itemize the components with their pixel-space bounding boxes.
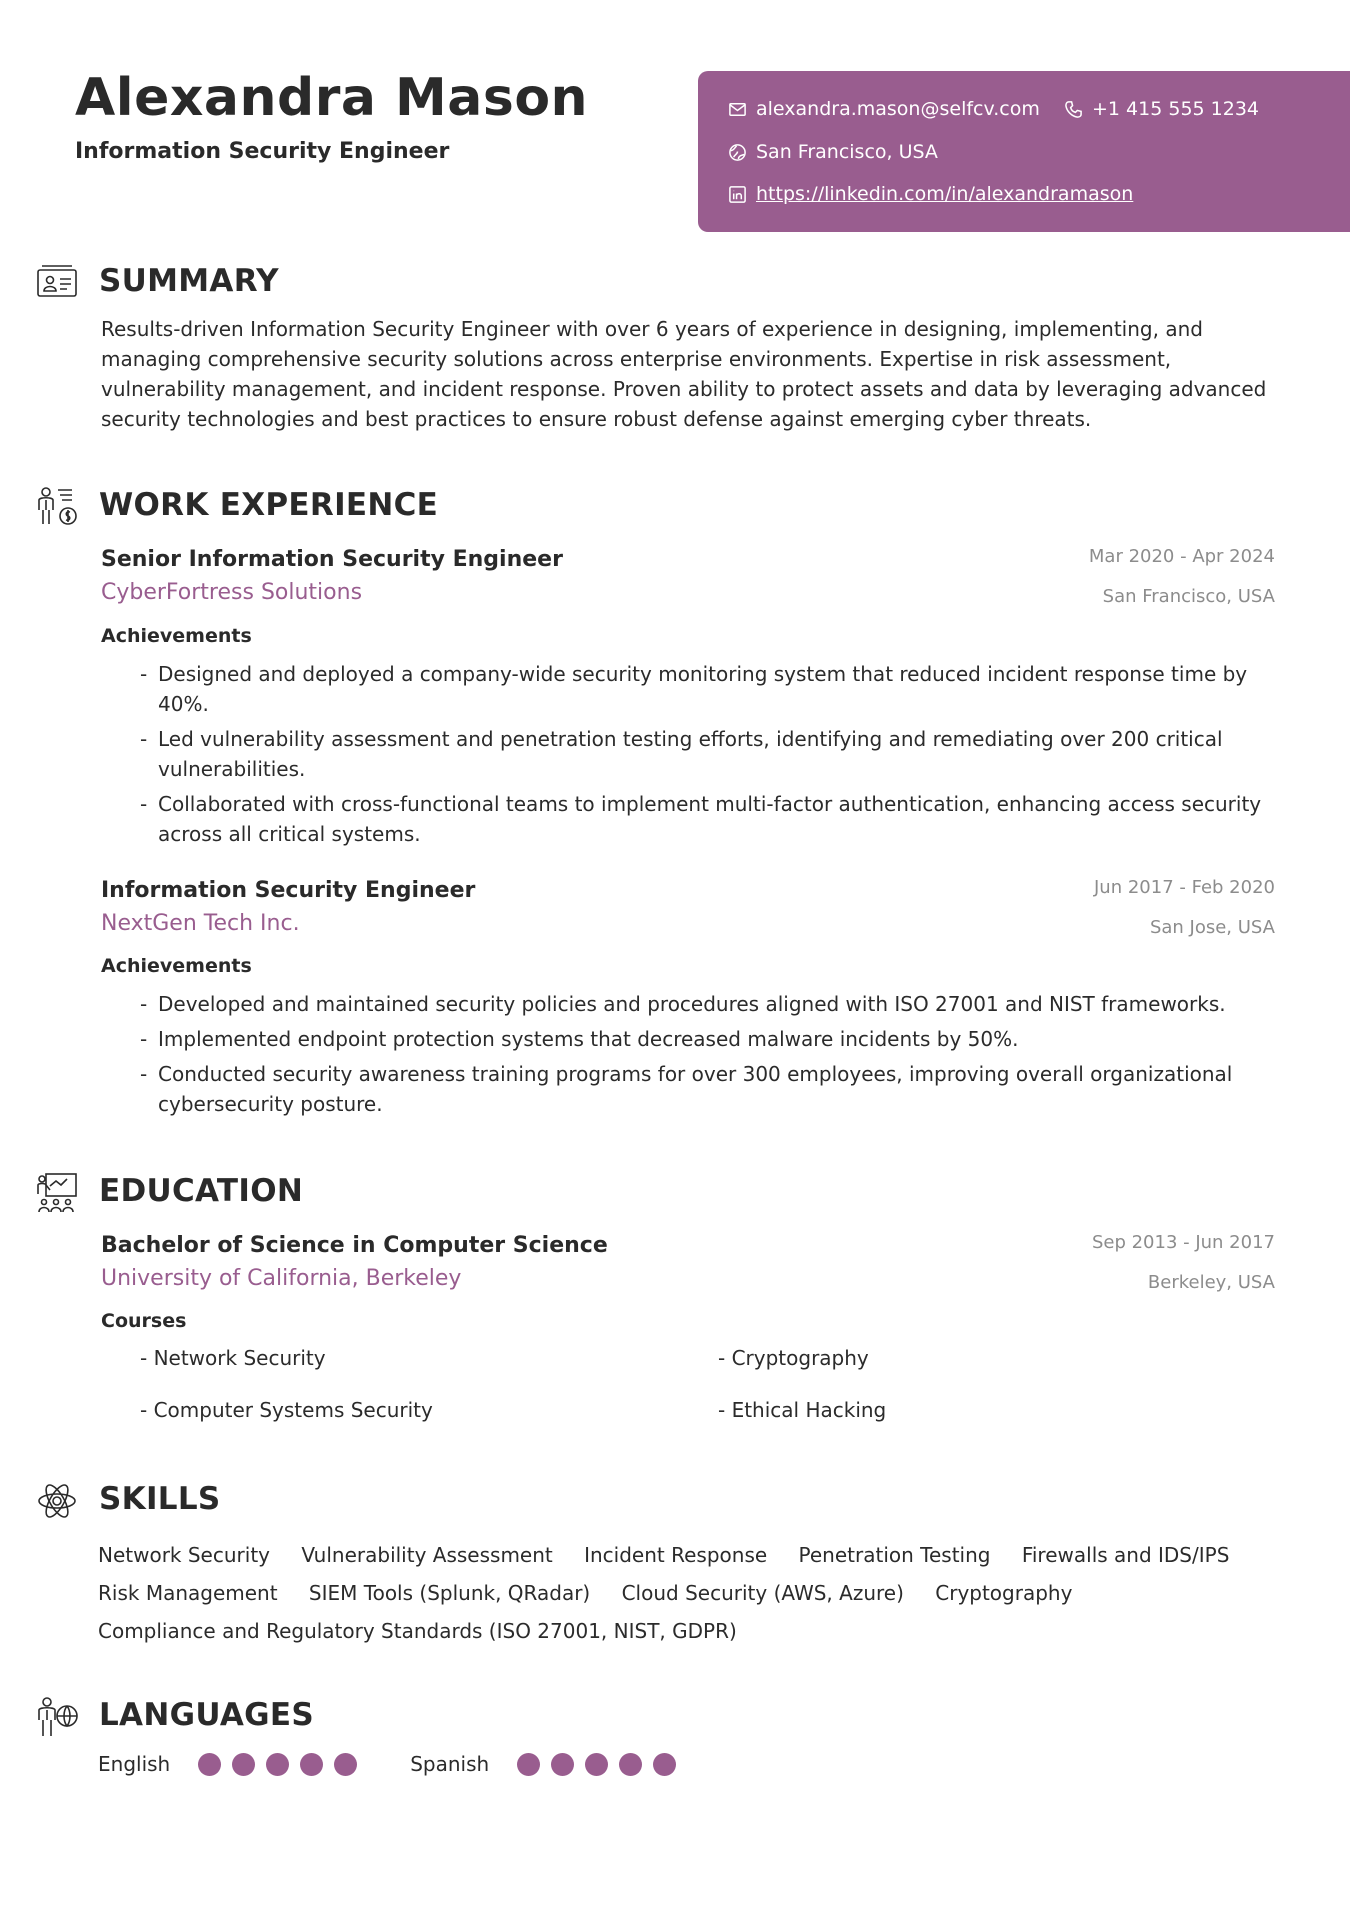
education-location: Berkeley, USA bbox=[1147, 1272, 1275, 1293]
achievement-item: - Conducted security awareness training programs for over 300 employees, improving overall organizational cybersecurity posture. bbox=[140, 1059, 1275, 1119]
education-dates: Sep 2013 - Jun 2017 bbox=[1091, 1232, 1275, 1253]
language-level-dot bbox=[585, 1753, 608, 1776]
languages-heading: LANGUAGES bbox=[99, 1697, 314, 1733]
education-heading: EDUCATION bbox=[99, 1173, 304, 1209]
language-level-dot bbox=[300, 1753, 323, 1776]
contact-panel bbox=[698, 71, 1350, 232]
job-title: Information Security Engineer bbox=[101, 878, 476, 903]
contact-location bbox=[728, 141, 938, 163]
contact-email-text: alexandra.mason@selfcv.com bbox=[756, 98, 1040, 120]
skill-item: Cloud Security (AWS, Azure) bbox=[621, 1581, 904, 1605]
contact-phone[interactable] bbox=[1064, 98, 1259, 120]
achievement-item: - Led vulnerability assessment and penetration testing efforts, identifying and remediating over 200 critical vulnerabilities. bbox=[140, 724, 1275, 784]
language-level-dot bbox=[653, 1753, 676, 1776]
course-item: - Cryptography bbox=[718, 1346, 869, 1370]
course-item: - Ethical Hacking bbox=[718, 1398, 887, 1422]
job-dates: Mar 2020 - Apr 2024 bbox=[1088, 546, 1275, 567]
degree-title: Bachelor of Science in Computer Science bbox=[101, 1233, 608, 1258]
language-level-dot bbox=[517, 1753, 540, 1776]
envelope-icon bbox=[728, 100, 747, 119]
language-level-dot bbox=[198, 1753, 221, 1776]
language-level-dot bbox=[232, 1753, 255, 1776]
linkedin-icon bbox=[728, 185, 747, 204]
job-company: NextGen Tech Inc. bbox=[101, 911, 300, 936]
language-level-dot bbox=[619, 1753, 642, 1776]
skill-item: Firewalls and IDS/IPS bbox=[1021, 1543, 1230, 1567]
candidate-headline: Information Security Engineer bbox=[75, 139, 450, 164]
course-item: - Network Security bbox=[140, 1346, 326, 1370]
skill-item: Incident Response bbox=[584, 1543, 768, 1567]
candidate-name: Alexandra Mason bbox=[75, 68, 589, 128]
contact-linkedin[interactable] bbox=[728, 183, 1133, 205]
achievements-heading: Achievements bbox=[101, 625, 252, 647]
achievement-item: - Developed and maintained security policies and procedures aligned with ISO 27001 and NIST frameworks. bbox=[140, 989, 1275, 1019]
contact-phone-text: +1 415 555 1234 bbox=[1092, 98, 1260, 120]
job-location: San Jose, USA bbox=[1149, 917, 1275, 938]
skill-item: Compliance and Regulatory Standards (ISO 27001, NIST, GDPR) bbox=[98, 1619, 737, 1643]
school-name: University of California, Berkeley bbox=[101, 1266, 462, 1291]
phone-icon bbox=[1064, 100, 1083, 119]
job-title: Senior Information Security Engineer bbox=[101, 547, 563, 572]
job-dates: Jun 2017 - Feb 2020 bbox=[1094, 877, 1275, 898]
worker-money-icon bbox=[36, 486, 78, 528]
courses-heading: Courses bbox=[101, 1310, 187, 1332]
achievement-item: - Collaborated with cross-functional teams to implement multi-factor authentication, enhancing access security across all critical systems. bbox=[140, 789, 1275, 849]
achievement-item: - Implemented endpoint protection systems that decreased malware incidents by 50%. bbox=[140, 1024, 1275, 1054]
language-level-dot bbox=[551, 1753, 574, 1776]
skill-item: Risk Management bbox=[98, 1581, 278, 1605]
experience-heading: WORK EXPERIENCE bbox=[99, 487, 439, 523]
achievements-list bbox=[140, 659, 1275, 854]
skill-item: SIEM Tools (Splunk, QRadar) bbox=[308, 1581, 591, 1605]
contact-email[interactable] bbox=[728, 98, 1040, 120]
language-level-dot bbox=[334, 1753, 357, 1776]
language-level-dots bbox=[517, 1753, 687, 1776]
language-level-dot bbox=[266, 1753, 289, 1776]
skill-item: Vulnerability Assessment bbox=[301, 1543, 553, 1567]
skill-item: Cryptography bbox=[935, 1581, 1073, 1605]
skill-item: Penetration Testing bbox=[798, 1543, 991, 1567]
summary-text: Results-driven Information Security Engineer with over 6 years of experience in designing, implementing, and managing comprehensive security solutions across enterprise environments. Expertise in risk assessment, vulnerability management, and incident response. Proven ability to protect assets and data by leveraging advanced security technologies and best practices to ensure robust defense against emerging cyber threats. bbox=[101, 317, 1267, 431]
achievements-list bbox=[140, 989, 1275, 1124]
skills-heading: SKILLS bbox=[99, 1481, 221, 1517]
teacher-board-icon bbox=[36, 1172, 78, 1214]
language-level-dots bbox=[198, 1753, 368, 1776]
job-location: San Francisco, USA bbox=[1102, 586, 1275, 607]
skills-list bbox=[98, 1536, 1298, 1650]
achievements-heading: Achievements bbox=[101, 955, 252, 977]
job-company: CyberFortress Solutions bbox=[101, 580, 363, 605]
language-name: Spanish bbox=[410, 1752, 490, 1776]
contact-location-text: San Francisco, USA bbox=[756, 141, 938, 163]
skill-item: Network Security bbox=[98, 1543, 270, 1567]
language-name: English bbox=[98, 1752, 171, 1776]
summary-heading: SUMMARY bbox=[99, 263, 279, 299]
person-globe-icon bbox=[36, 1696, 78, 1738]
contact-linkedin-link[interactable]: https://linkedin.com/in/alexandramason bbox=[756, 183, 1134, 205]
id-card-icon bbox=[36, 262, 78, 304]
atom-icon bbox=[36, 1480, 78, 1522]
course-item: - Computer Systems Security bbox=[140, 1398, 433, 1422]
achievement-item: - Designed and deployed a company-wide security monitoring system that reduced incident response time by 40%. bbox=[140, 659, 1275, 719]
languages-list bbox=[98, 1752, 729, 1776]
globe-icon bbox=[728, 143, 747, 162]
